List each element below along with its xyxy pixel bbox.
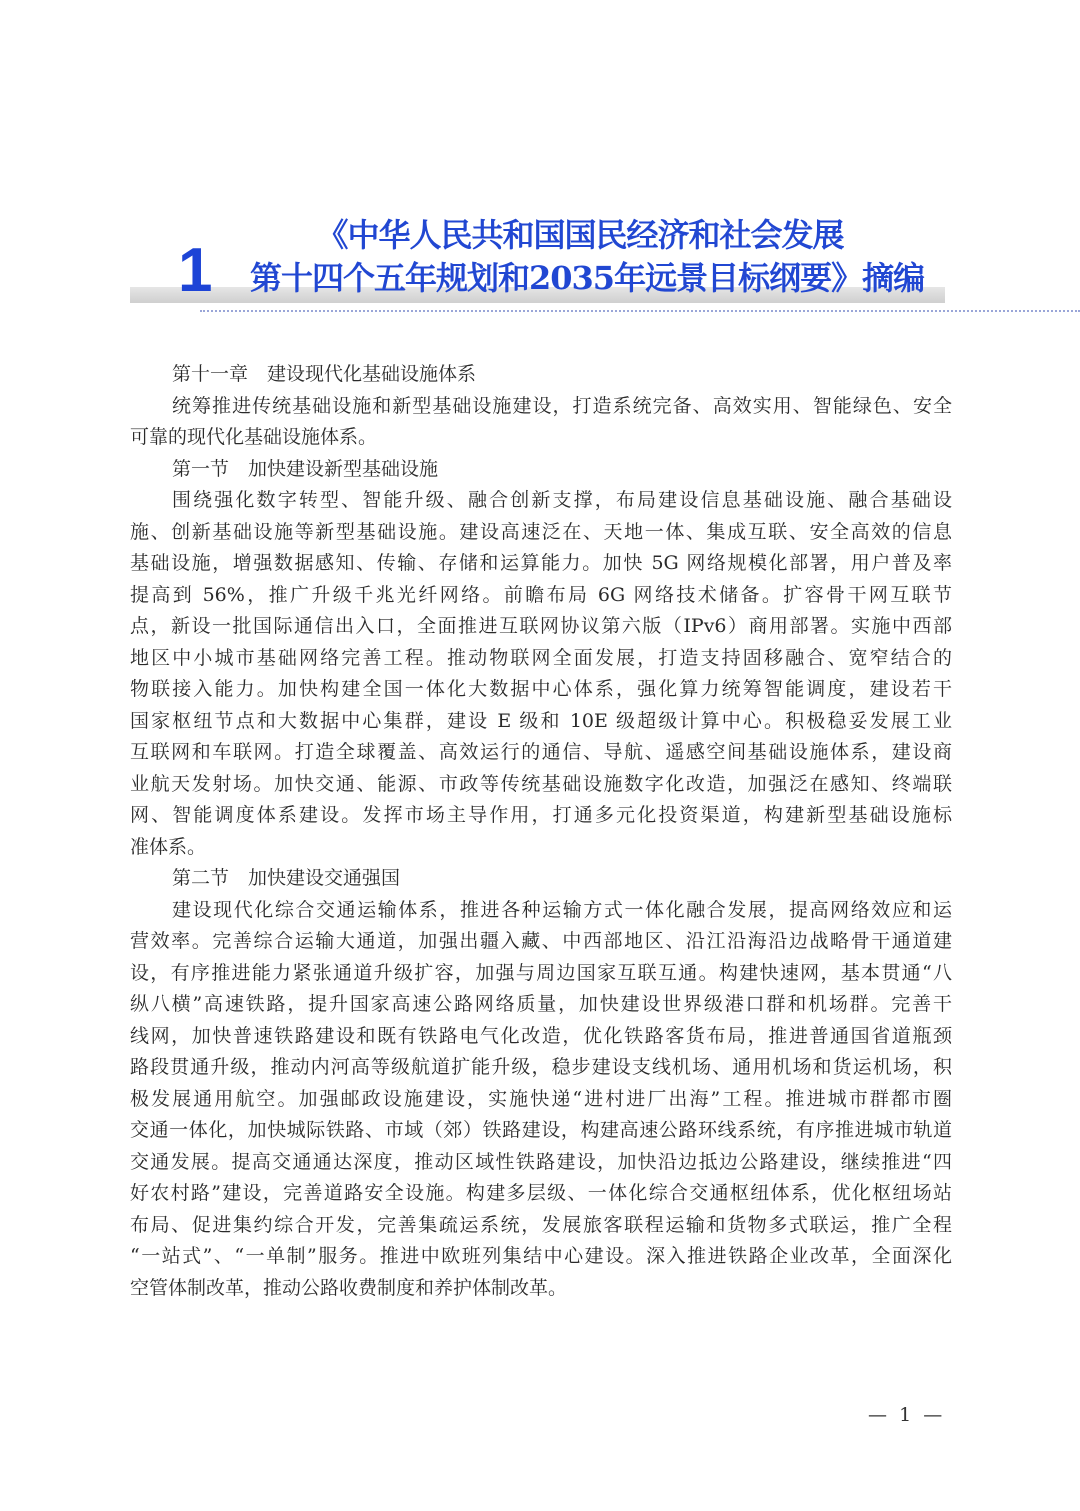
heading-text: 第十一章 建设现代化基础设施体系 bbox=[172, 363, 477, 385]
paragraph-line: 交通一体化，加快城际铁路、市域（郊）铁路建设，构建高速公路环线系统，有序推进城市轨道 bbox=[130, 1119, 952, 1141]
paragraph-line: 建设现代化综合交通运输体系，推进各种运输方式一体化融合发展，提高网络效应和运 bbox=[172, 898, 952, 921]
paragraph-line: 施、创新基础设施等新型基础设施。建设高速泛在、天地一体、集成互联、安全高效的信息 bbox=[130, 520, 952, 543]
paragraph-line: 围绕强化数字转型、智能升级、融合创新支撑，布局建设信息基础设施、融合基础设 bbox=[172, 489, 952, 511]
paragraph-line: 线网，加快普速铁路建设和既有铁路电气化改造，优化铁路客货布局，推进普通国省道瓶颈 bbox=[130, 1024, 952, 1047]
paragraph-line: 可靠的现代化基础设施体系。 bbox=[130, 426, 378, 448]
section-heading bbox=[130, 454, 952, 486]
title-line-1: 《中华人民共和国国民经济和社会发展 bbox=[316, 216, 844, 254]
paragraph-line: 布局、促进集约综合开发，完善集疏运系统，发展旅客联程运输和货物多式联运，推广全程 bbox=[130, 1213, 952, 1236]
paragraph-line: 好农村路”建设，完善道路安全设施。构建多层级、一体化综合交通枢纽体系，优化枢纽场站 bbox=[130, 1182, 952, 1204]
paragraph-line: 互联网和车联网。打造全球覆盖、高效运行的通信、导航、遥感空间基础设施体系，建设商 bbox=[130, 741, 952, 763]
paragraph-line: 基础设施，增强数据感知、传输、存储和运算能力。加快 5G 网络规模化部署，用户普及率 bbox=[130, 552, 952, 574]
paragraph-line: 网、智能调度体系建设。发挥市场主导作用，打通多元化投资渠道，构建新型基础设施标 bbox=[130, 804, 952, 826]
paragraph-line: “一站式”、“一单制”服务。推进中欧班列集结中心建设。深入推进铁路企业改革，全面深化 bbox=[130, 1245, 952, 1267]
paragraph-line: 准体系。 bbox=[130, 835, 207, 858]
paragraph-line: 业航天发射场。加快交通、能源、市政等传统基础设施数字化改造，加强泛在感知、终端联 bbox=[130, 772, 952, 795]
chapter-number: 1 bbox=[178, 236, 213, 305]
paragraph bbox=[130, 485, 952, 863]
paragraph-line: 交通发展。提高交通通达深度，推动区域性铁路建设，加快沿边抵边公路建设，继续推进“四 bbox=[130, 1150, 952, 1173]
paragraph-line: 路段贯通升级，推动内河高等级航道扩能升级，稳步建设支线机场、通用机场和货运机场，积 bbox=[130, 1056, 952, 1078]
paragraph-line: 国家枢纽节点和大数据中心集群，建设 E 级和 10E 级超级计算中心。积极稳妥发展工业 bbox=[130, 709, 952, 732]
paragraph-line: 物联接入能力。加快构建全国一体化大数据中心体系，强化算力统筹智能调度，建设若干 bbox=[130, 678, 952, 700]
document-body bbox=[130, 359, 952, 1304]
section-heading bbox=[130, 863, 952, 895]
heading-text: 第二节 加快建设交通强国 bbox=[172, 867, 401, 889]
paragraph-line: 点，新设一批国际通信出入口，全面推进互联网协议第六版（IPv6）商用部署。实施中西部 bbox=[130, 615, 952, 637]
paragraph-line: 统筹推进传统基础设施和新型基础设施建设，打造系统完备、高效实用、智能绿色、安全 bbox=[172, 394, 952, 417]
paragraph-line: 极发展通用航空。加强邮政设施建设，实施快递“进村进厂出海”工程。推进城市群都市圈 bbox=[130, 1087, 952, 1110]
paragraph-line: 设，有序推进能力紧张通道升级扩容，加强与周边国家互联互通。构建快速网，基本贯通“八 bbox=[130, 961, 952, 984]
paragraph bbox=[130, 895, 952, 1305]
title-line-2: 第十四个五年规划和2035年远景目标纲要》摘编 bbox=[250, 259, 925, 297]
heading-text: 第一节 加快建设新型基础设施 bbox=[172, 457, 439, 480]
header-dotted-rule bbox=[200, 310, 1080, 312]
paragraph-line: 营效率。完善综合运输大通道，加强出疆入藏、中西部地区、沿江沿海沿边战略骨干通道建 bbox=[130, 930, 952, 952]
paragraph-line: 提高到 56%，推广升级千兆光纤网络。前瞻布局 6G 网络技术储备。扩容骨干网互联节 bbox=[130, 583, 952, 606]
paragraph-line: 空管体制改革，推动公路收费制度和养护体制改革。 bbox=[130, 1276, 568, 1299]
paragraph-line: 纵八横”高速铁路，提升国家高速公路网络质量，加快建设世界级港口群和机场群。完善干 bbox=[130, 993, 952, 1015]
paragraph-line: 地区中小城市基础网络完善工程。推动物联网全面发展，打造支持固移融合、宽窄结合的 bbox=[130, 646, 952, 669]
section-heading bbox=[130, 359, 952, 391]
paragraph bbox=[130, 391, 952, 454]
page-number: — 1 — bbox=[868, 1404, 943, 1426]
